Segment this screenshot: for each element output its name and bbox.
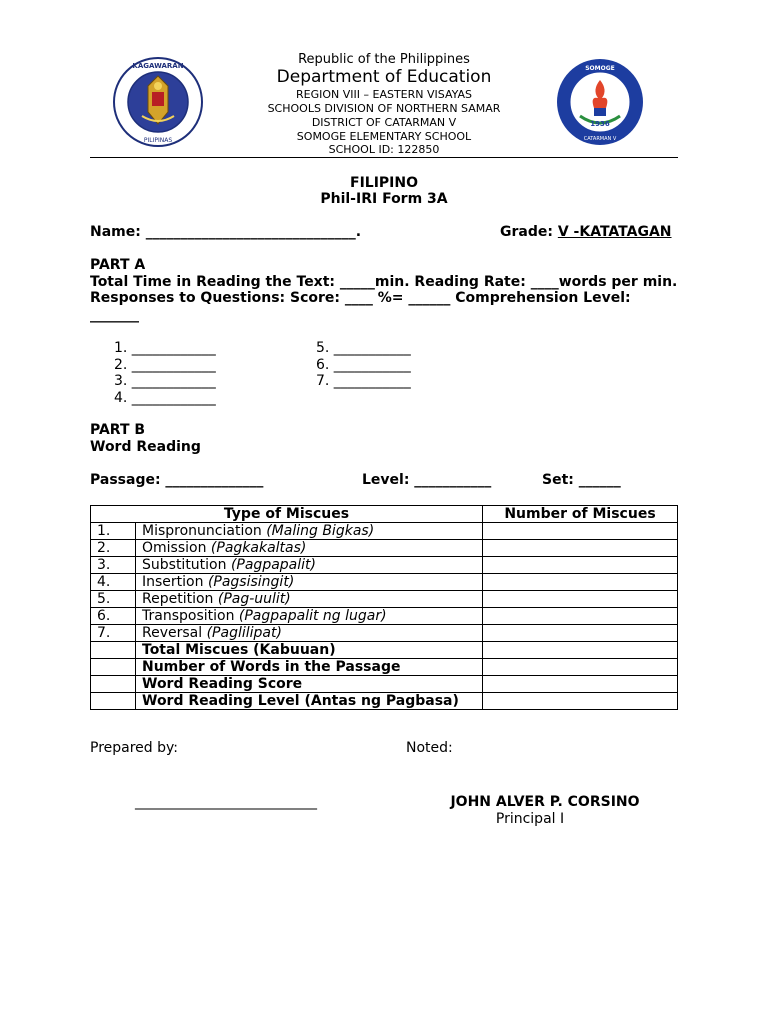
col-type-of-miscues: Type of Miscues (91, 506, 483, 523)
level-field[interactable]: Level: ___________ (362, 472, 492, 488)
grade-row (500, 224, 672, 240)
grade-label: Grade: (500, 224, 553, 240)
summary-level-cell[interactable] (483, 693, 678, 710)
part-a-heading: PART A (90, 257, 146, 273)
svg-text:SOMOGE: SOMOGE (585, 65, 615, 72)
row-number: 3. (91, 557, 136, 574)
school-seal-year: 1936 (590, 120, 610, 128)
header-divider (90, 157, 678, 158)
subject-title: FILIPINO (350, 175, 418, 191)
name-row (90, 224, 361, 240)
part-b-subheading: Word Reading (90, 439, 201, 455)
part-b-heading: PART B (90, 422, 146, 438)
summary-row-words (91, 659, 678, 676)
svg-text:KAGAWARAN: KAGAWARAN (132, 62, 184, 70)
table-row (91, 523, 678, 540)
summary-row-total (91, 642, 678, 659)
answer-7[interactable]: 7. ___________ (316, 373, 411, 389)
signature-line[interactable]: __________________________ (135, 794, 317, 810)
part-a-reading-time[interactable]: Total Time in Reading the Text: _____min. Reading Rate: ____words per min. (90, 274, 678, 290)
row-count-cell[interactable] (483, 540, 678, 557)
set-field[interactable]: Set: ______ (542, 472, 621, 488)
summary-label-level: Word Reading Level (Antas ng Pagbasa) (136, 693, 483, 710)
department-line: Department of Education (276, 67, 492, 87)
row-number: 7. (91, 625, 136, 642)
part-a-responses[interactable]: Responses to Questions: Score: ____ %= ______ Comprehension Level: (90, 290, 631, 306)
row-count-cell[interactable] (483, 608, 678, 625)
summary-label-words: Number of Words in the Passage (136, 659, 483, 676)
header-line-division: SCHOOLS DIVISION OF NORTHERN SAMAR (267, 102, 501, 115)
name-label: Name: (90, 224, 141, 240)
row-label: Transposition (Pagpapalit ng lugar) (136, 608, 483, 625)
header-line-school-id: SCHOOL ID: 122850 (328, 143, 440, 156)
form-title: Phil-IRI Form 3A (320, 191, 448, 207)
row-count-cell[interactable] (483, 523, 678, 540)
table-row (91, 557, 678, 574)
answer-2[interactable]: 2. ____________ (114, 357, 216, 373)
row-label: Substitution (Pagpapalit) (136, 557, 483, 574)
answer-5[interactable]: 5. ___________ (316, 340, 411, 356)
table-header-row (91, 506, 678, 523)
table-row (91, 591, 678, 608)
svg-text:PILIPINAS: PILIPINAS (143, 137, 173, 144)
row-label: Repetition (Pag-uulit) (136, 591, 483, 608)
row-label: Omission (Pagkakaltas) (136, 540, 483, 557)
header-line-school: SOMOGE ELEMENTARY SCHOOL (296, 130, 472, 143)
republic-line: Republic of the Philippines (298, 52, 470, 67)
row-label: Mispronunciation (Maling Bigkas) (136, 523, 483, 540)
row-label: Insertion (Pagsisingit) (136, 574, 483, 591)
row-count-cell[interactable] (483, 557, 678, 574)
answer-6[interactable]: 6. ___________ (316, 357, 411, 373)
table-row (91, 540, 678, 557)
summary-row-score (91, 676, 678, 693)
row-count-cell[interactable] (483, 591, 678, 608)
row-number: 6. (91, 608, 136, 625)
col-number-of-miscues: Number of Miscues (483, 506, 678, 523)
header-line-region: REGION VIII – EASTERN VISAYAS (296, 88, 472, 101)
answer-1[interactable]: 1. ____________ (114, 340, 216, 356)
school-seal-logo (556, 58, 644, 146)
summary-label-total: Total Miscues (Kabuuan) (136, 642, 483, 659)
row-label: Reversal (Paglilipat) (136, 625, 483, 642)
deped-seal-logo (112, 56, 204, 148)
row-number: 4. (91, 574, 136, 591)
principal-title: Principal I (495, 811, 565, 827)
header-line-district: DISTRICT OF CATARMAN V (311, 116, 457, 129)
summary-score-cell[interactable] (483, 676, 678, 693)
row-number: 5. (91, 591, 136, 608)
summary-words-cell[interactable] (483, 659, 678, 676)
summary-total-cell[interactable] (483, 642, 678, 659)
table-row (91, 625, 678, 642)
row-count-cell[interactable] (483, 625, 678, 642)
row-number: 1. (91, 523, 136, 540)
prepared-by-label: Prepared by: (90, 740, 178, 756)
principal-name: JOHN ALVER P. CORSINO (450, 794, 640, 810)
row-count-cell[interactable] (483, 574, 678, 591)
passage-field[interactable]: Passage: ______________ (90, 472, 264, 488)
row-number: 2. (91, 540, 136, 557)
summary-row-level (91, 693, 678, 710)
summary-label-score: Word Reading Score (136, 676, 483, 693)
miscues-table (90, 505, 678, 710)
noted-label: Noted: (406, 740, 453, 756)
table-row (91, 608, 678, 625)
svg-text:CATARMAN V: CATARMAN V (583, 136, 617, 142)
answer-4[interactable]: 4. ____________ (114, 390, 216, 406)
table-row (91, 574, 678, 591)
name-field[interactable]: ______________________________. (145, 224, 362, 240)
answer-3[interactable]: 3. ____________ (114, 373, 216, 389)
part-a-comprehension-blank[interactable]: _______ (90, 307, 139, 323)
grade-value: V -KATATAGAN (557, 224, 672, 240)
